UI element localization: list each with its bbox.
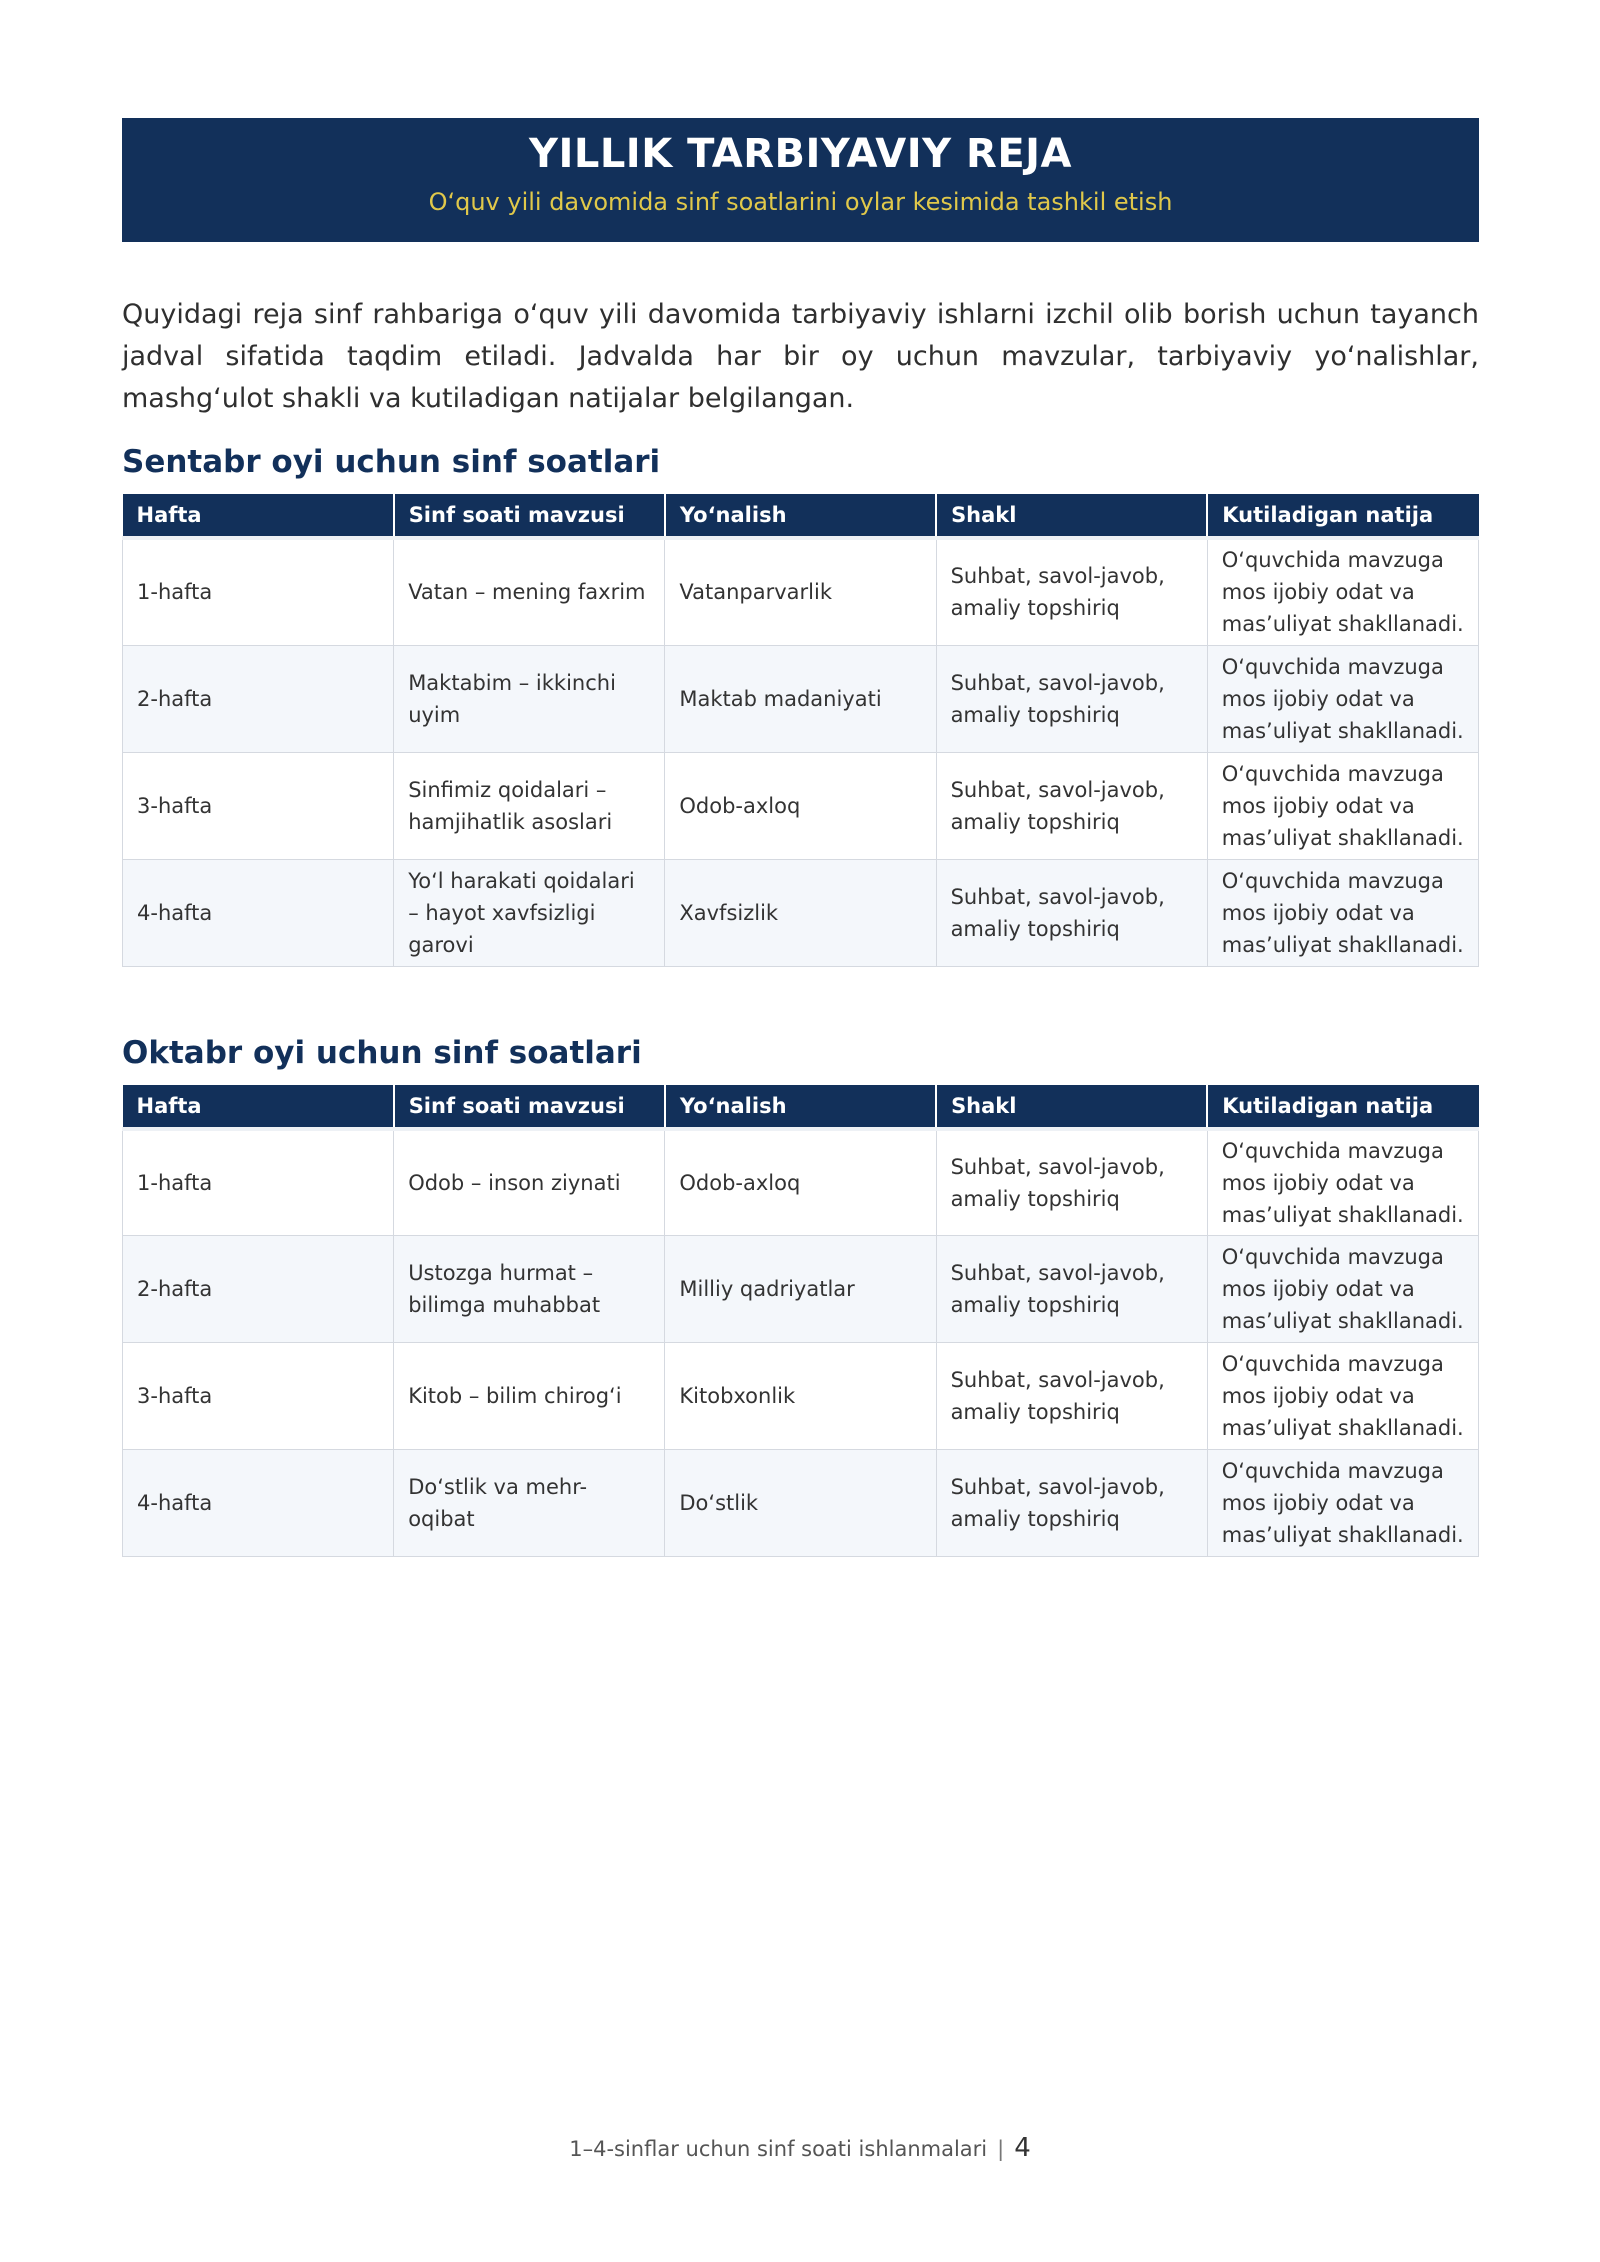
cell-topic: Ustozga hurmat – bilimga muhabbat [394, 1236, 665, 1343]
cell-topic: Do‘stlik va mehr-oqibat [394, 1450, 665, 1557]
table-row [123, 645, 1479, 752]
september-plan-table [122, 494, 1479, 967]
document-page [122, 118, 1479, 1557]
cell-topic: Vatan – mening faxrim [394, 538, 665, 645]
cell-week: 2-hafta [123, 645, 394, 752]
column-header-week: Hafta [123, 1085, 394, 1129]
column-header-form: Shakl [936, 1085, 1207, 1129]
table-header-row [123, 1085, 1479, 1129]
table-row [123, 859, 1479, 966]
table-row [123, 538, 1479, 645]
column-header-result: Kutiladigan natija [1207, 1085, 1478, 1129]
cell-week: 3-hafta [123, 752, 394, 859]
cell-direction: Maktab madaniyati [665, 645, 936, 752]
cell-result: O‘quvchida mavzuga mos ijobiy odat va mas’uliyat shakllanadi. [1207, 1236, 1478, 1343]
section-title-october: Oktabr oyi uchun sinf soatlari [122, 1034, 642, 1071]
cell-week: 2-hafta [123, 1236, 394, 1343]
cell-direction: Vatanparvarlik [665, 538, 936, 645]
cell-form: Suhbat, savol-javob, amaliy topshiriq [936, 645, 1207, 752]
cell-form: Suhbat, savol-javob, amaliy topshiriq [936, 1236, 1207, 1343]
cell-result: O‘quvchida mavzuga mos ijobiy odat va mas’uliyat shakllanadi. [1207, 645, 1478, 752]
table-row [123, 1343, 1479, 1450]
table-row [123, 1129, 1479, 1236]
page-subtitle: O‘quv yili davomida sinf soatlarini oylar kesimida tashkil etish [428, 188, 1173, 216]
cell-week: 3-hafta [123, 1343, 394, 1450]
cell-direction: Odob-axloq [665, 1129, 936, 1236]
section-title-september: Sentabr oyi uchun sinf soatlari [122, 444, 661, 480]
cell-direction: Odob-axloq [665, 752, 936, 859]
title-banner [122, 118, 1479, 242]
intro-paragraph: Quyidagi reja sinf rahbariga o‘quv yili davomida tarbiyaviy ishlarni izchil olib borish uchun tayanch jadval sifatida taqdim etiladi. Jadvalda har bir oy uchun mavzular, tarbiyaviy yo‘nalishlar, mashg‘ulot shakli va kutiladigan natijalar belgilangan. [122, 299, 1479, 414]
cell-direction: Kitobxonlik [665, 1343, 936, 1450]
table-row [123, 1450, 1479, 1557]
cell-topic: Maktabim – ikkinchi uyim [394, 645, 665, 752]
cell-form: Suhbat, savol-javob, amaliy topshiriq [936, 1343, 1207, 1450]
cell-week: 4-hafta [123, 1450, 394, 1557]
cell-form: Suhbat, savol-javob, amaliy topshiriq [936, 538, 1207, 645]
cell-topic: Sinfimiz qoidalari – hamjihatlik asoslari [394, 752, 665, 859]
cell-result: O‘quvchida mavzuga mos ijobiy odat va mas’uliyat shakllanadi. [1207, 1450, 1478, 1557]
footer-text: 1–4-sinflar uchun sinf soati ishlanmalari [569, 2137, 988, 2161]
cell-result: O‘quvchida mavzuga mos ijobiy odat va mas’uliyat shakllanadi. [1207, 538, 1478, 645]
cell-direction: Do‘stlik [665, 1450, 936, 1557]
column-header-topic: Sinf soati mavzusi [394, 1085, 665, 1129]
cell-week: 1-hafta [123, 538, 394, 645]
cell-result: O‘quvchida mavzuga mos ijobiy odat va mas’uliyat shakllanadi. [1207, 859, 1478, 966]
cell-result: O‘quvchida mavzuga mos ijobiy odat va mas’uliyat shakllanadi. [1207, 1129, 1478, 1236]
column-header-result: Kutiladigan natija [1207, 494, 1478, 538]
cell-topic: Yo‘l harakati qoidalari – hayot xavfsizligi garovi [394, 859, 665, 966]
cell-form: Suhbat, savol-javob, amaliy topshiriq [936, 1129, 1207, 1236]
column-header-topic: Sinf soati mavzusi [394, 494, 665, 538]
cell-topic: Odob – inson ziynati [394, 1129, 665, 1236]
cell-week: 1-hafta [123, 1129, 394, 1236]
cell-form: Suhbat, savol-javob, amaliy topshiriq [936, 1450, 1207, 1557]
column-header-week: Hafta [123, 494, 394, 538]
footer-separator: | [997, 2137, 1005, 2161]
cell-result: O‘quvchida mavzuga mos ijobiy odat va mas’uliyat shakllanadi. [1207, 752, 1478, 859]
cell-week: 4-hafta [123, 859, 394, 966]
column-header-direction: Yo‘nalish [665, 494, 936, 538]
page-number: 4 [1014, 2133, 1031, 2163]
table-row [123, 752, 1479, 859]
page-footer [0, 2133, 1600, 2163]
october-plan-table [122, 1085, 1479, 1558]
table-header-row [123, 494, 1479, 538]
page-title: YILLIK TARBIYAVIY REJA [528, 131, 1072, 177]
cell-direction: Xavfsizlik [665, 859, 936, 966]
cell-direction: Milliy qadriyatlar [665, 1236, 936, 1343]
column-header-direction: Yo‘nalish [665, 1085, 936, 1129]
column-header-form: Shakl [936, 494, 1207, 538]
table-row [123, 1236, 1479, 1343]
cell-form: Suhbat, savol-javob, amaliy topshiriq [936, 859, 1207, 966]
cell-form: Suhbat, savol-javob, amaliy topshiriq [936, 752, 1207, 859]
cell-topic: Kitob – bilim chirog‘i [394, 1343, 665, 1450]
cell-result: O‘quvchida mavzuga mos ijobiy odat va mas’uliyat shakllanadi. [1207, 1343, 1478, 1450]
